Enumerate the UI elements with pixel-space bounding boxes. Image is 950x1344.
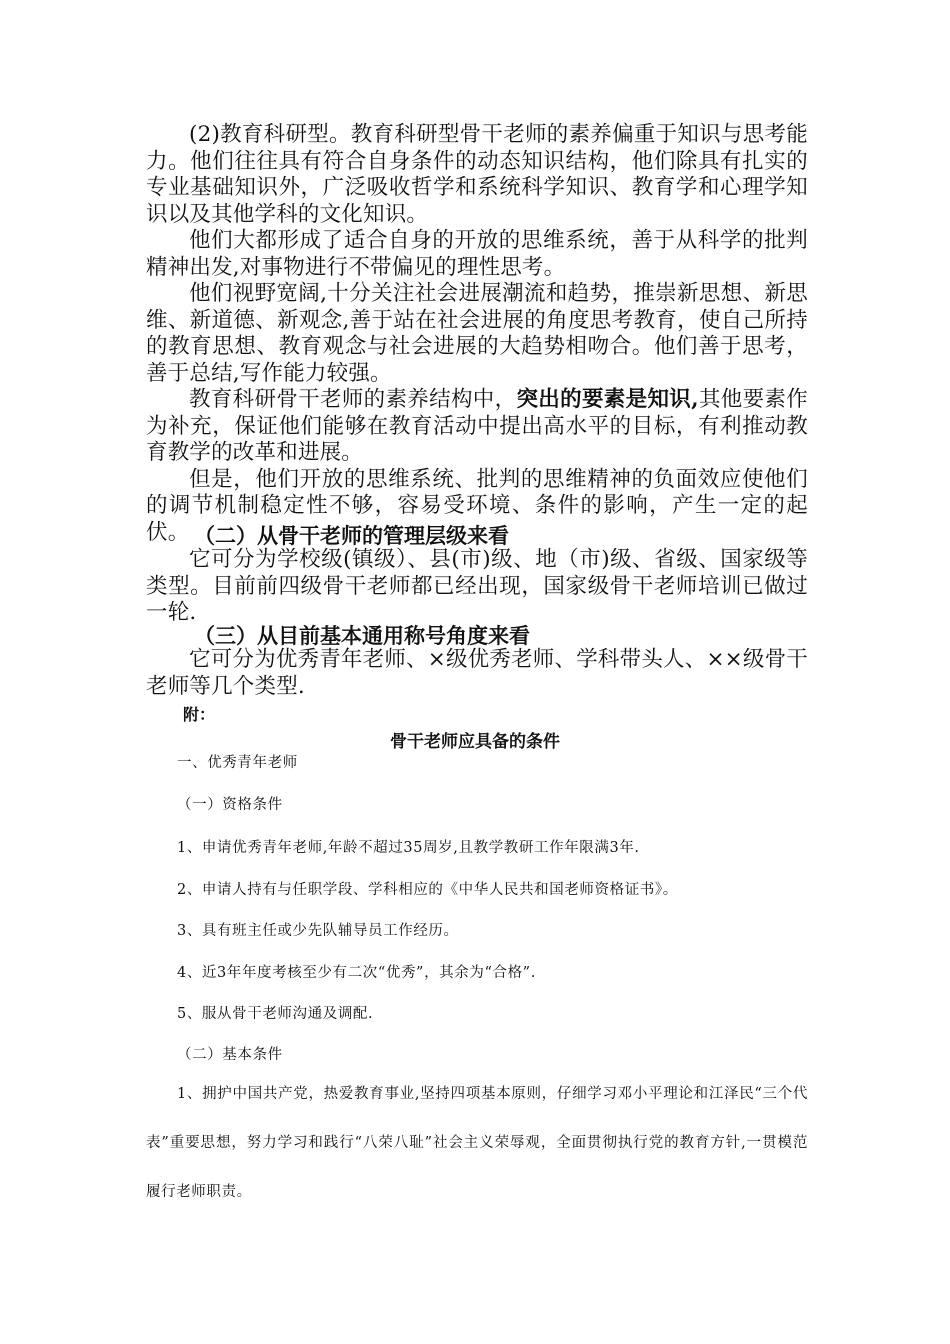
- section-3-heading: （三）从目前基本通用称号角度来看: [194, 624, 530, 648]
- section-2-heading: （二）从骨干老师的管理层级来看: [194, 524, 509, 548]
- appendix-item-1: 1、申请优秀青年老师,年龄不超过35周岁,且教学教研工作年限满3年.: [177, 840, 640, 856]
- paragraph-knowledge-structure: [146, 387, 808, 467]
- section-1-body: [146, 122, 808, 546]
- appendix-heading-1: 一、优秀青年老师: [177, 755, 298, 771]
- paragraph-negative-effect: 但是，他们开放的思维系统、批判的思维精神的负面效应使他们的调节机制稳定性不够，容易受环境、条件的影响，产生一定的起伏。: [146, 466, 808, 545]
- paragraph-management-levels: 它可分为学校级(镇级）、县(市)级、地（市)级、省级、国家级等类型。目前前四级骨干老师都已经出现，国家级骨干老师培训已做过一轮.: [146, 547, 808, 625]
- appendix-item-5: 5、服从骨干老师沟通及调配.: [177, 1006, 374, 1022]
- appendix-item-2: 2、申请人持有与任职学段、学科相应的《中华人民共和国老师资格证书》。: [177, 882, 678, 898]
- section-3-body: [146, 647, 808, 700]
- appendix-heading-2: （一）资格条件: [177, 797, 283, 813]
- appendix-label: 附：: [183, 705, 216, 724]
- section-2-body: [146, 547, 808, 627]
- paragraph-open-thinking: 他们大都形成了适合自身的开放的思维系统，善于从科学的批判精神出发,对事物进行不带偏见的理性思考。: [146, 228, 808, 280]
- appendix-basic-condition-1: 1、拥护中国共产党，热爱教育事业,坚持四项基本原则，仔细学习邓小平理论和江泽民“三个代表”重要思想，努力学习和践行“八荣八耻”社会主义荣辱观，全面贯彻执行党的教育方针,一贯模范履行老师职责。: [146, 1086, 808, 1200]
- appendix-title: 骨干老师应具备的条件: [390, 732, 560, 752]
- appendix-item-4: 4、近3年年度考核至少有二次“优秀”，其余为“合格”.: [177, 965, 536, 981]
- text-part-a: 教育科研骨干老师的素养结构中，: [189, 387, 517, 412]
- appendix-item-3: 3、具有班主任或少先队辅导员工作经历。: [177, 923, 459, 939]
- text-part-b: 其他要素作为补充，保证他们能够在教育活动中提出高水平的目标，有利推动教育教学的改革和进展。: [146, 387, 808, 465]
- paragraph-broad-vision: 他们视野宽阔,十分关注社会进展潮流和趋势，推崇新思想、新思维、新道德、新观念,善于站在社会进展的角度思考教育，使自己所持的教育思想、教育观念与社会进展的大趋势相吻合。他们善于思考，善于总结,写作能力较强。: [146, 281, 808, 386]
- appendix-heading-3: （二）基本条件: [177, 1047, 283, 1063]
- paragraph-research-type: (2)教育科研型。教育科研型骨干老师的素养偏重于知识与思考能力。他们往往具有符合自身条件的动态知识结构，他们除具有扎实的专业基础知识外，广泛吸收哲学和系统科学知识、教育学和心理学知识以及其他学科的文化知识。: [146, 122, 808, 227]
- text-emphasis: 突出的要素是知识,: [516, 387, 699, 412]
- paragraph-titles: 它可分为优秀青年老师、×级优秀老师、学科带头人、××级骨干老师等几个类型.: [146, 647, 808, 699]
